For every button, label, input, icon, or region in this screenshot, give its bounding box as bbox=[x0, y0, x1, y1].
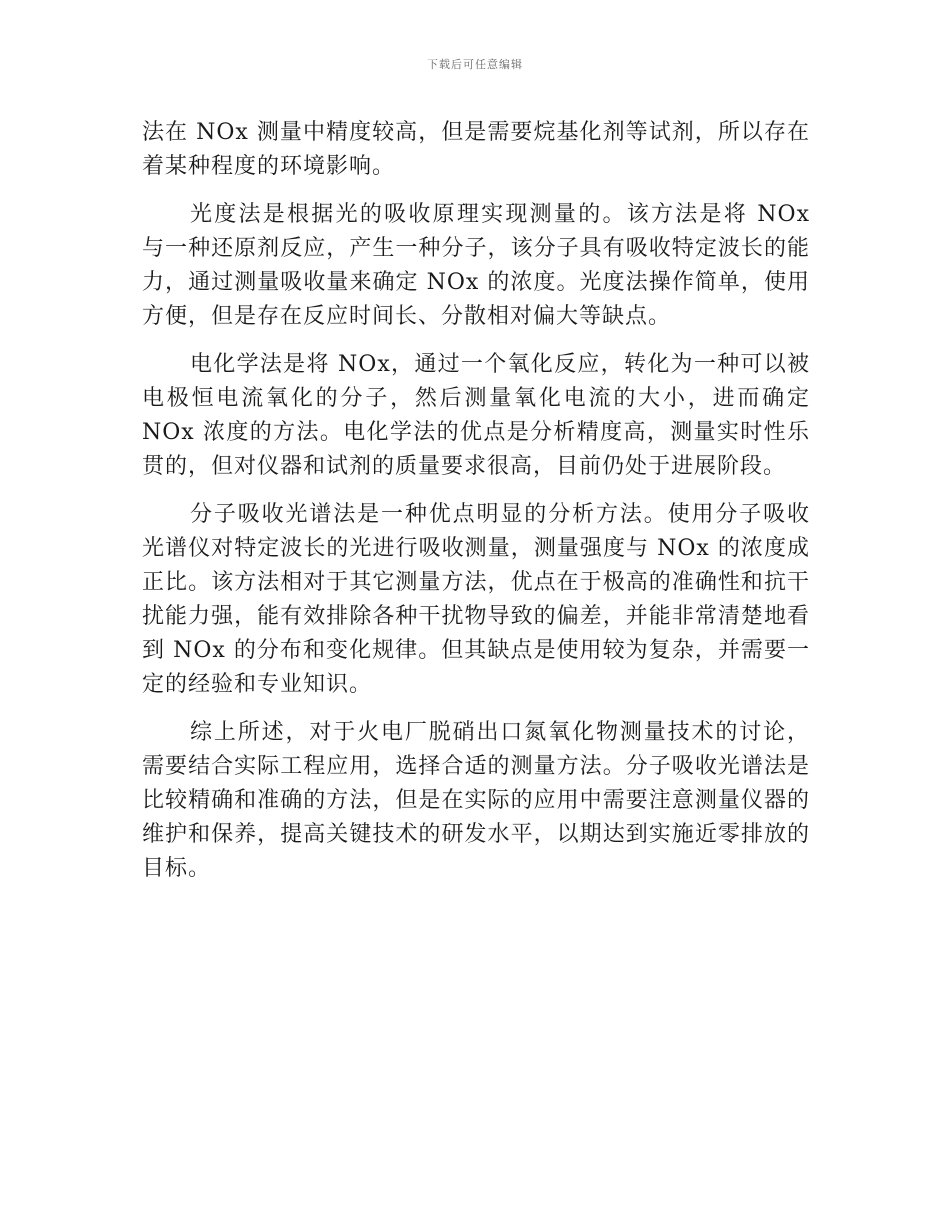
paragraph-continuation: 法在 NOx 测量中精度较高，但是需要烷基化剂等试剂，所以存在着某种程度的环境影响。 bbox=[142, 120, 810, 179]
paragraph-molecular-absorption-method: 分子吸收光谱法是一种优点明显的分析方法。使用分子吸收光谱仪对特定波长的光进行吸收测量，测量强度与 NOx 的浓度成正比。该方法相对于其它测量方法，优点在于极高的准确性和抗干扰能力强，能有效排除各种干扰物导致的偏差，并能非常清楚地看到 NOx 的分布和变化规律。但其缺点是使用较为复杂，并需要一定的经验和专业知识。 bbox=[142, 502, 810, 697]
page-header: 下载后可任意编辑 bbox=[427, 58, 523, 71]
paragraph-photometric-method: 光度法是根据光的吸收原理实现测量的。该方法是将 NOx 与一种还原剂反应，产生一种分子，该分子具有吸收特定波长的能力，通过测量吸收量来确定 NOx 的浓度。光度法操作简单，使用方便，但是存在反应时间长、分散相对偏大等缺点。 bbox=[142, 202, 810, 329]
paragraph-electrochemical-method: 电化学法是将 NOx，通过一个氧化反应，转化为一种可以被电极恒电流氧化的分子，然后测量氧化电流的大小，进而确定 NOx 浓度的方法。电化学法的优点是分析精度高，测量实时性乐贯的，但对仪器和试剂的质量要求很高，目前仍处于进展阶段。 bbox=[142, 352, 810, 479]
body-text bbox=[142, 116, 810, 900]
paragraph-conclusion: 综上所述，对于火电厂脱硝出口氮氧化物测量技术的讨论，需要结合实际工程应用，选择合适的测量方法。分子吸收光谱法是比较精确和准确的方法，但是在实际的应用中需要注意测量仪器的维护和保养，提高关键技术的研发水平，以期达到实施近零排放的目标。 bbox=[142, 720, 810, 881]
